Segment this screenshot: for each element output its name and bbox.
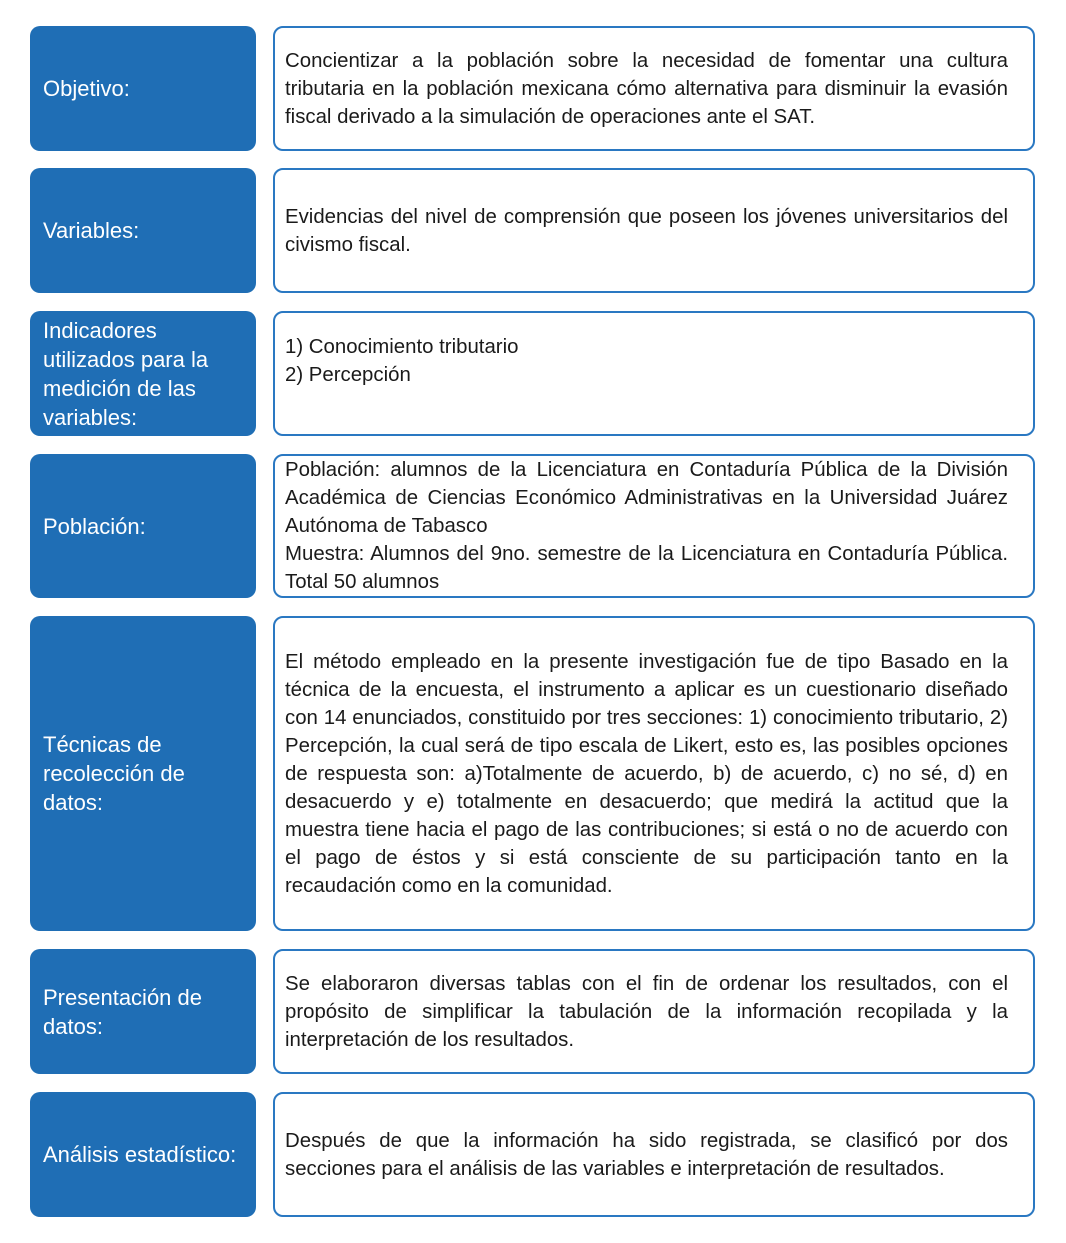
label-poblacion: Población: [30,454,256,598]
content-indicadores [273,311,1035,436]
text-variables: Evidencias del nivel de comprensión que poseen los jóvenes universitarios del civismo fiscal. [285,205,1008,256]
text-objetivo: Concientizar a la población sobre la necesidad de fomentar una cultura tributaria en la población mexicana cómo alternativa para disminuir la evasión fiscal derivado a la simulación de operaciones ante el SAT. [285,49,1008,128]
row-variables [30,168,1036,293]
row-poblacion [30,454,1036,598]
content-objetivo [273,26,1035,151]
label-variables: Variables: [30,168,256,293]
text-poblacion: Población: alumnos de la Licenciatura en Contaduría Pública de la División Académica de Ciencias Económico Administrativas en la Universidad Juárez Autónoma de Tabasco [285,459,1008,537]
content-variables [273,168,1035,293]
content-poblacion [273,454,1035,598]
text-tecnicas: El método empleado en la presente investigación fue de tipo Basado en la técnica de la encuesta, el instrumento a aplicar es un cuestionario diseñado con 14 enunciados, constituido por tres secciones: 1) conocimiento tributario, 2) Percepción, la cual será de tipo escala de Likert, esto es, las posibles opciones de respuesta son: a)Totalmente de acuerdo, b) de acuerdo, c) no sé, d) en desacuerdo y e) totalmente en desacuerdo; que medirá la actitud que la muestra tiene hacia el pago de las contribuciones; si está o no de acuerdo con el pago de éstos y si está consciente de su participación tanto en la recaudación como en la comunidad. [285,650,1008,897]
row-indicadores [30,311,1036,436]
text-analisis: Después de que la información ha sido registrada, se clasificó por dos secciones para el análisis de las variables e interpretación de resultados. [285,1129,1008,1180]
label-analisis: Análisis estadístico: [30,1092,256,1217]
row-analisis [30,1092,1036,1217]
label-indicadores: Indicadores utilizados para la medición de las variables: [30,311,256,436]
content-presentacion [273,949,1035,1074]
label-tecnicas: Técnicas de recolección de datos: [30,616,256,931]
indicator-1: 1) Conocimiento tributario [285,336,519,358]
content-analisis [273,1092,1035,1217]
row-tecnicas [30,616,1036,931]
indicator-2: 2) Percepción [285,364,411,386]
label-objetivo: Objetivo: [30,26,256,151]
label-presentacion: Presentación de datos: [30,949,256,1074]
content-tecnicas [273,616,1035,931]
row-presentacion [30,949,1036,1074]
row-objetivo [30,26,1036,151]
text-presentacion: Se elaboraron diversas tablas con el fin de ordenar los resultados, con el propósito de simplificar la tabulación de la información recopilada y la interpretación de los resultados. [285,972,1008,1051]
text-muestra: Muestra: Alumnos del 9no. semestre de la Licenciatura en Contaduría Pública. Total 50 alumnos [285,543,1008,593]
